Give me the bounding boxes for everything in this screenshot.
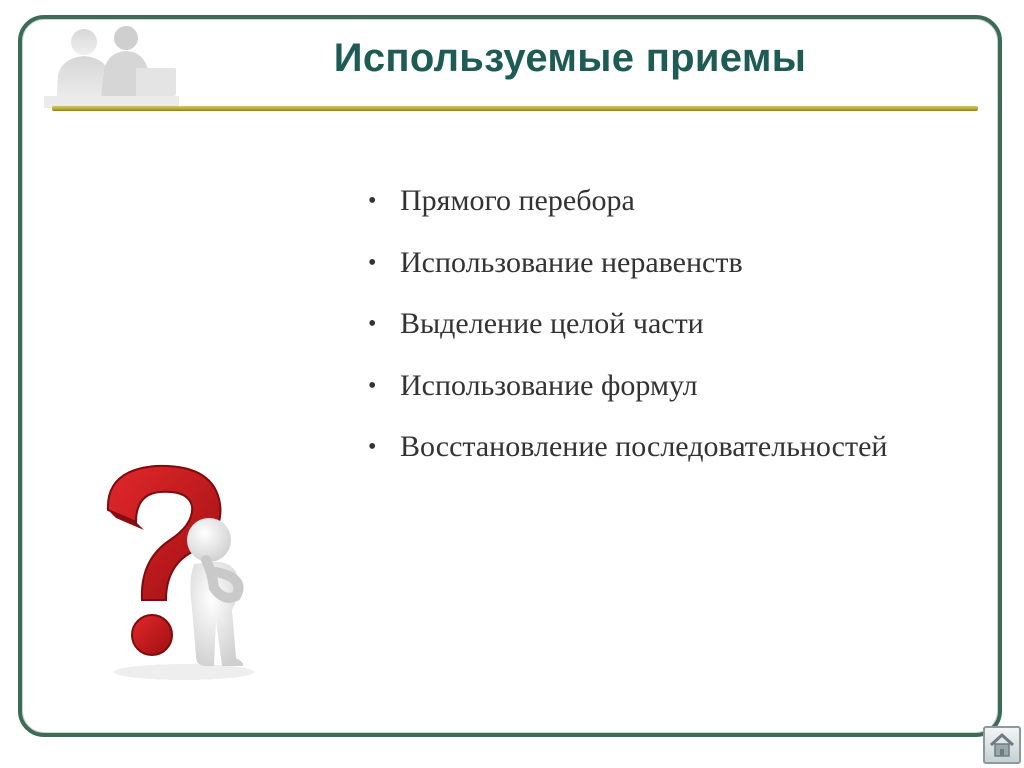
list-item-label: Восстановление последовательностей [400,430,888,463]
list-item-label: Выделение целой части [400,307,704,340]
bullet-marker: • [368,434,377,460]
bullet-list [368,178,887,486]
slide-title: Используемые приемы [333,36,807,80]
list-item [368,424,887,486]
home-icon [985,728,1019,762]
bullet-marker: • [368,188,377,214]
bullet-marker: • [368,249,377,276]
home-button[interactable] [983,726,1021,764]
list-item-label: Использование неравенств [400,245,743,279]
title-underline [52,106,978,111]
list-item-label: Прямого перебора [400,184,635,217]
bullet-marker: • [368,372,377,399]
list-item-label: Использование формул [400,368,698,402]
thinking-person-question-mark-icon [96,460,261,685]
business-people-silhouette-icon [44,20,179,108]
list-item [368,240,887,302]
list-item [368,301,887,363]
list-item [368,178,887,240]
bullet-marker: • [368,311,377,337]
list-item [368,363,887,425]
